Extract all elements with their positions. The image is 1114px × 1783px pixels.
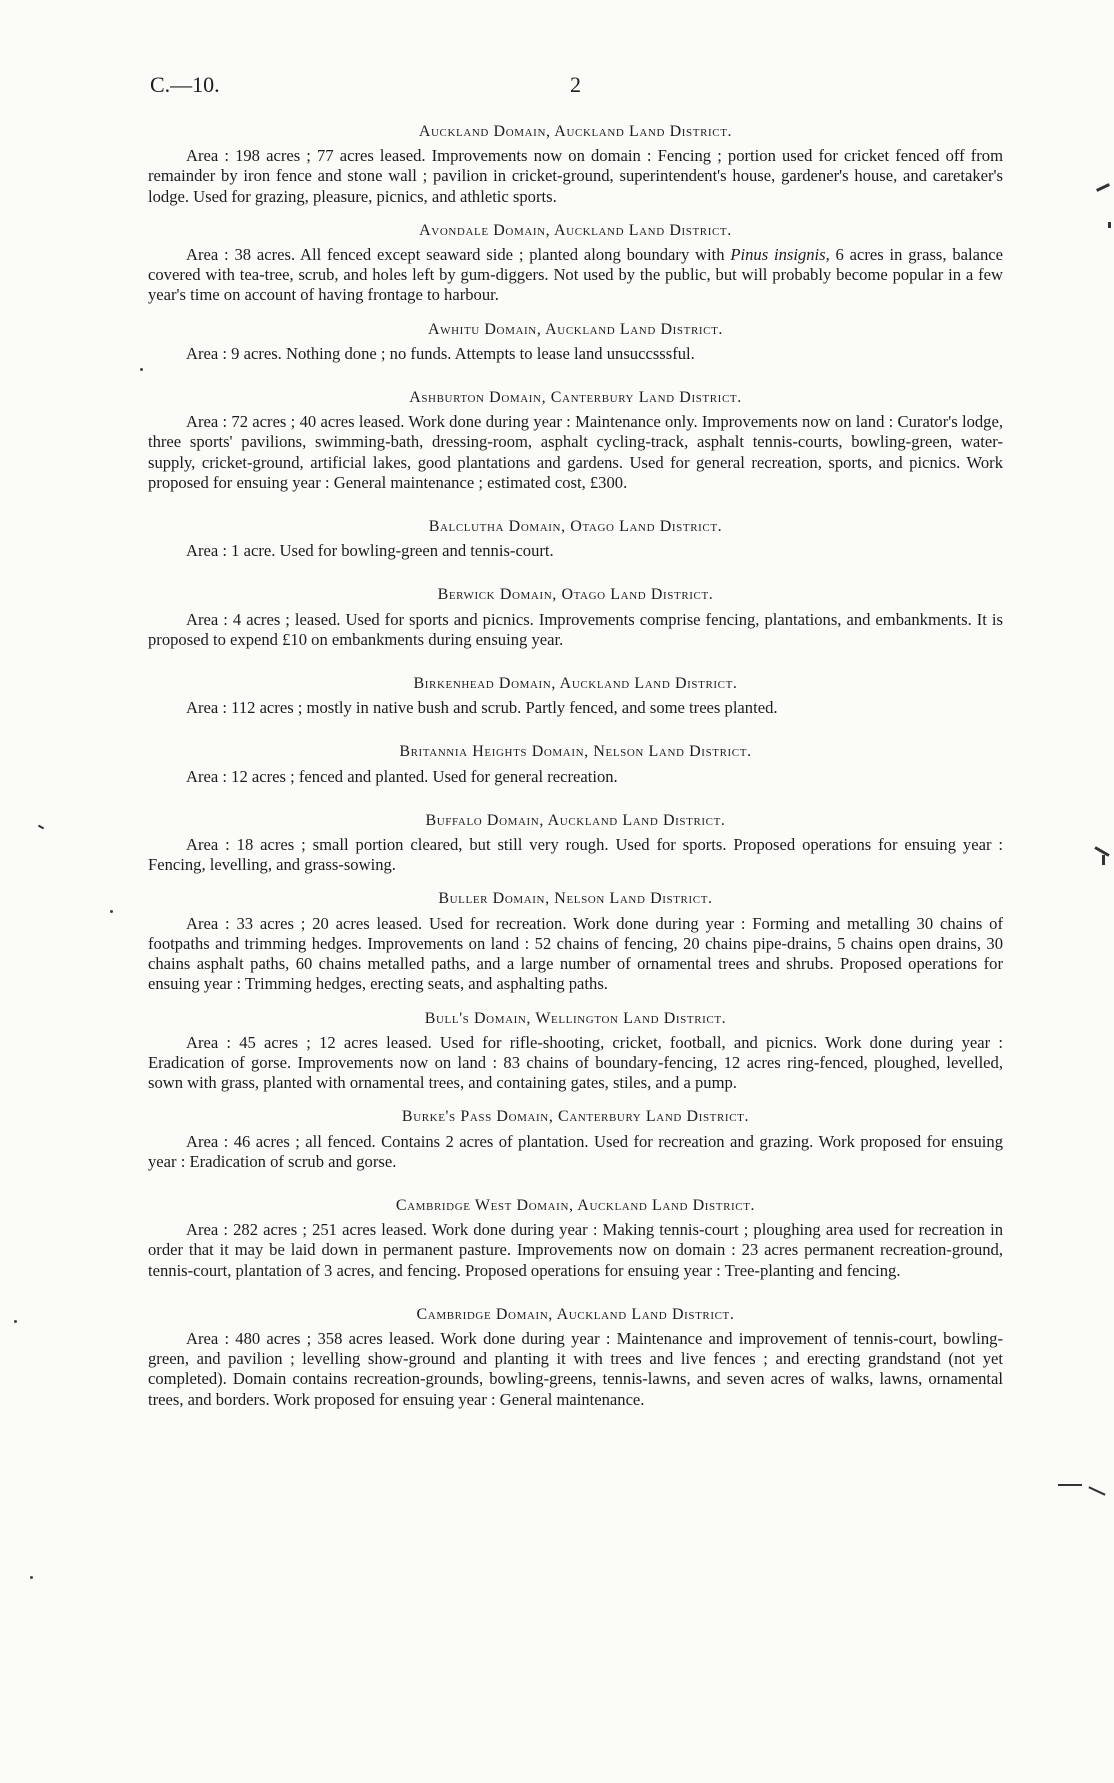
entry-text: Area : 18 acres ; small portion cleared, but still very rough. Used for sports. Proposed operations for ensuing year : Fencing, levelling, and grass-sowing. — [148, 835, 1003, 875]
domain-entry-cambridge-west — [148, 1196, 1003, 1281]
entry-title: Auckland Domain, Auckland Land District. — [418, 123, 733, 140]
entry-text: Area : 12 acres ; fenced and planted. Used for general recreation. — [186, 766, 618, 786]
entry-text: Area : 33 acres ; 20 acres leased. Used for recreation. Work done during year : Forming and metalling 30 chains of footpaths and trimming hedges. Improvements on land : 52 chains of fencing, 20 chains pipe-drains, 5 chains open drains, 30 chains asphalt paths, 60 chains metalled paths, and a large number of ornamental trees and shrubs. Proposed operations for ensuing year : Trimming hedges, erecting seats, and asphalting paths. — [148, 913, 1003, 994]
entry-text: Area : 480 acres ; 358 acres leased. Work done during year : Maintenance and improvement of tennis-court, bowling-green, and pavilion ; levelling show-ground and planting it with trees and live fences ; and erecting grandstand (not yet completed). Domain contains recreation-grounds, bowling-greens, tennis-lawns, and seven acres of walks, lawns, ornamental trees, and borders. Work proposed for ensuing year : General maintenance. — [148, 1328, 1003, 1409]
domain-entry-bulls — [148, 1009, 1003, 1094]
entry-text — [148, 245, 1003, 306]
entry-title: Buffalo Domain, Auckland Land District. — [425, 811, 726, 829]
margin-mark — [1096, 183, 1110, 192]
entry-title: Ashburton Domain, Canterbury Land District. — [409, 389, 742, 407]
entry-title: Avondale Domain, Auckland Land District. — [419, 221, 732, 239]
margin-speck — [140, 368, 143, 371]
domain-entry-cambridge — [148, 1305, 1003, 1410]
entry-text-part: 6 acres in grass, balance covered with tea-tree, scrub, and holes left by gum-diggers. Not used by the public, but will probably become popular in a few year's time on account of having frontage to harbour. — [148, 245, 1003, 305]
entry-text-italic: Pinus insignis, — [730, 245, 830, 265]
domain-entry-ashburton — [148, 388, 1003, 493]
domain-entry-burkes-pass — [148, 1107, 1003, 1172]
entry-text: Area : 282 acres ; 251 acres leased. Work done during year : Making tennis-court ; ploughing area used for recreation in order that it may be laid down in permanent pasture. Improvements now on domain : 23 acres permanent recreation-ground, tennis-court, plantation of 3 acres, and fencing. Proposed operations for ensuing year : Tree-planting and fencing. — [148, 1220, 1003, 1280]
entry-title: Bull's Domain, Wellington Land District. — [424, 1009, 727, 1027]
entry-text: Area : 72 acres ; 40 acres leased. Work done during year : Maintenance only. Improvements now on land : Curator's lodge, three sports' pavilions, swimming-bath, dressing-room, asphalt cycling-track, asphalt tennis-courts, bowling-green, water-supply, cricket-ground, artificial lakes, good plantations and gardens. Used for general recreation, sports, and picnics. Work proposed for ensuing year : General maintenance ; estimated cost, £300. — [148, 412, 1003, 492]
page-number: 2 — [570, 72, 581, 97]
entry-text: Area : 45 acres ; 12 acres leased. Used for rifle-shooting, cricket, football, and picnics. Work done during year : Eradication of gorse. Improvements now on land : 83 chains of boundary-fencing, 12 acres ring-fenced, ploughed, levelled, sown with grass, planted with ornamental trees, and containing gates, stiles, and a pump. — [148, 1032, 1003, 1093]
page-header — [150, 72, 580, 100]
entry-title: Burke's Pass Domain, Canterbury Land District. — [401, 1108, 750, 1126]
domain-entry-avondale — [148, 221, 1003, 306]
entry-text: Area : 4 acres ; leased. Used for sports and picnics. Improvements comprise fencing, plantations, and embankments. It is proposed to expend £10 on embankments during ensuing year. — [148, 609, 1003, 649]
domain-entry-balclutha — [148, 517, 1003, 561]
domain-entry-awhitu — [148, 320, 1003, 364]
margin-speck — [110, 910, 113, 913]
entry-title: Cambridge West Domain, Auckland Land District. — [395, 1196, 756, 1214]
margin-mark — [38, 825, 44, 830]
entry-text: Area : 198 acres ; 77 acres leased. Improvements now on domain : Fencing ; portion used for cricket fenced off from remainder by iron fence and stone wall ; pavilion in cricket-ground, superintendent's house, gardener's house, and caretaker's lodge. Used for grazing, pleasure, picnics, and athletic sports. — [148, 146, 1003, 206]
domain-entry-auckland — [148, 122, 1003, 207]
margin-mark — [1108, 222, 1111, 228]
margin-speck — [14, 1320, 17, 1323]
entry-text: Area : 46 acres ; all fenced. Contains 2 acres of plantation. Used for recreation and grazing. Work proposed for ensuing year : Eradication of scrub and gorse. — [148, 1131, 1003, 1171]
domain-entry-buller — [148, 889, 1003, 994]
domain-entry-buffalo — [148, 811, 1003, 876]
entry-text-part: Area : 38 acres. All fenced except seaward side ; planted along boundary with — [186, 245, 731, 265]
entry-title: Britannia Heights Domain, Nelson Land District. — [399, 743, 752, 761]
domain-entry-berwick — [148, 585, 1003, 650]
entry-title: Berwick Domain, Otago Land District. — [437, 586, 714, 604]
entry-title: Birkenhead Domain, Auckland Land District. — [413, 675, 738, 693]
margin-speck — [30, 1576, 33, 1579]
entry-text: Area : 112 acres ; mostly in native bush and scrub. Partly fenced, and some trees planted. — [186, 698, 778, 718]
domain-entry-britannia-heights — [148, 742, 1003, 786]
entry-title: Buller Domain, Nelson Land District. — [438, 890, 713, 908]
report-code: C.—10. — [150, 72, 220, 97]
entry-text: Area : 1 acre. Used for bowling-green and tennis-court. — [186, 541, 554, 561]
margin-mark — [1102, 855, 1105, 865]
entry-title: Cambridge Domain, Auckland Land District. — [416, 1305, 735, 1323]
entry-text: Area : 9 acres. Nothing done ; no funds. Attempts to lease land unsuccsssful. — [186, 343, 695, 363]
domain-entry-birkenhead — [148, 674, 1003, 718]
entry-title: Balclutha Domain, Otago Land District. — [428, 518, 723, 536]
margin-mark — [1058, 1484, 1082, 1486]
document-body — [148, 122, 1003, 1410]
margin-mark — [1088, 1486, 1105, 1495]
entry-title: Awhitu Domain, Auckland Land District. — [428, 320, 723, 338]
